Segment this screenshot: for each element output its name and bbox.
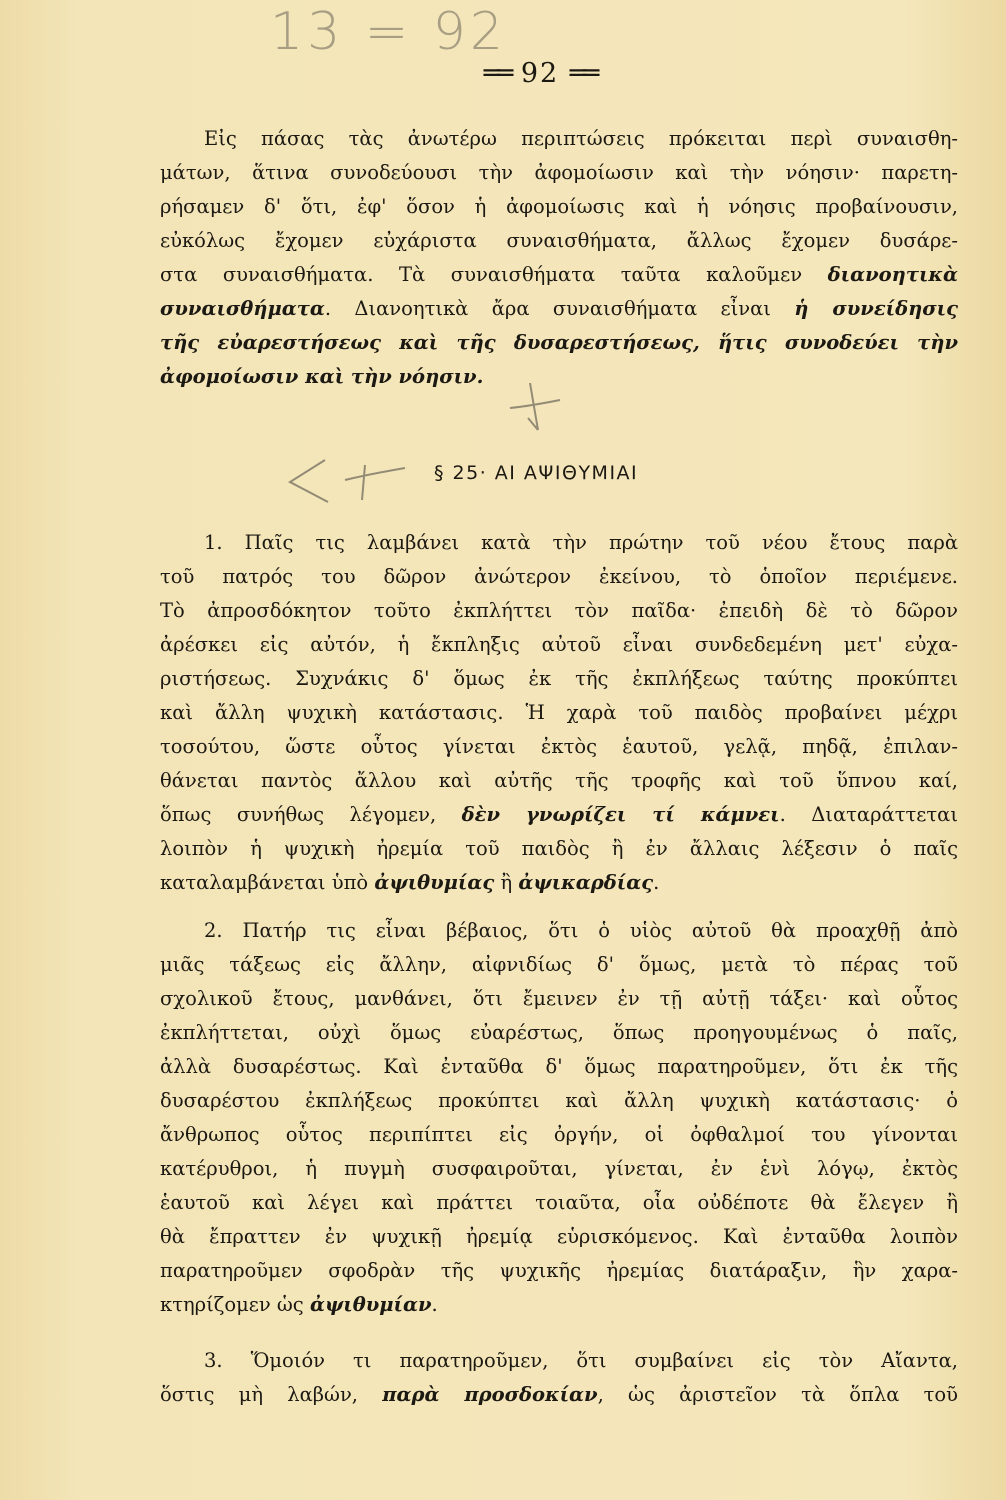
- text-line: τοῦ πατρός του δῶρον ἀνώτερον ἐκείνου, τὸ ὁποῖον περιέμενε.: [160, 565, 958, 588]
- emphasis-term: παρὰ προσδοκίαν: [382, 1383, 598, 1406]
- text-line: κατέρυθροι, ἡ πυγμὴ συσφαιροῦται, γίνεται, ἐν ἑνὶ λόγῳ, ἐκτὸς: [160, 1157, 958, 1180]
- text-line: μάτων, ἅτινα συνοδεύουσι τὴν ἀφομοίωσιν καὶ τὴν νόησιν· παρετη-: [160, 161, 958, 184]
- paragraph-example-3: [160, 1344, 958, 1412]
- text-line: [160, 292, 958, 326]
- text-line: [160, 1378, 958, 1412]
- text-line: ἀρέσκει εἰς αὐτόν, ἡ ἔκπληξις αὐτοῦ εἶναι συνδεδεμένη μετ' εὐχα-: [160, 633, 958, 656]
- text-line: ρήσαμεν δ' ὅτι, ἐφ' ὅσον ἡ ἀφομοίωσις καὶ ἡ νόησις προβαίνουσιν,: [160, 195, 958, 218]
- text-line: [160, 1288, 958, 1322]
- text-line: μιᾶς τάξεως εἰς ἄλλην, αἰφνιδίως δ' ὅμως, μετὰ τὸ πέρας τοῦ: [160, 953, 958, 976]
- emphasis-term: διανοητικὰ: [827, 263, 958, 286]
- page-number: ══ 92 ══: [483, 58, 597, 89]
- paragraph-example-1: [160, 526, 958, 900]
- text-run: ὅστις μὴ λαβών,: [160, 1383, 383, 1406]
- text-line: ἑαυτοῦ καὶ λέγει καὶ πράττει τοιαῦτα, οἷα οὐδέποτε θὰ ἔλεγεν ἢ: [160, 1191, 958, 1214]
- text-run: . Διαταράττεται: [779, 803, 958, 826]
- text-line: εὐκόλως ἔχομεν εὐχάριστα συναισθήματα, ἄλλως ἔχομεν δυσάρε-: [160, 229, 958, 252]
- text-line: θάνεται παντὸς ἄλλου καὶ αὐτῆς τῆς τροφῆς καὶ τοῦ ὕπνου καί,: [160, 769, 958, 792]
- text-run: ἢ: [494, 871, 519, 894]
- emphasis-term: ἀψιθυμίαν: [309, 1293, 432, 1316]
- text-run: στα συναισθήματα. Τὰ συναισθήματα ταῦτα καλοῦμεν: [160, 263, 828, 286]
- text-line: [160, 258, 958, 292]
- text-line: θὰ ἔπραττεν ἐν ψυχικῇ ἠρεμίᾳ εὑρισκόμενος. Καὶ ἐνταῦθα λοιπὸν: [160, 1225, 958, 1248]
- text-run: . Διανοητικὰ ἄρα συναισθήματα εἶναι: [324, 297, 795, 320]
- emphasis-term: ἀψιθυμίας: [374, 871, 495, 894]
- text-line: καὶ ἄλλη ψυχικὴ κατάστασις. Ἡ χαρὰ τοῦ παιδὸς προβαίνει μέχρι: [160, 701, 958, 724]
- pencil-annotation: 13 = 92: [270, 2, 507, 62]
- pencil-mark-icon: [500, 378, 570, 438]
- text-line: [160, 866, 958, 900]
- emphasis-line: ἀφομοίωσιν καὶ τὴν νόησιν.: [160, 365, 484, 388]
- section-heading: § 25· ΑΙ ΑΨΙΘΥΜΙΑΙ: [434, 462, 639, 484]
- text-line: ἐκπλήττεται, οὐχὶ ὅμως εὐαρέστως, ὅπως προηγουμένως ὁ παῖς,: [160, 1021, 958, 1044]
- text-line: 2. Πατήρ τις εἶναι βέβαιος, ὅτι ὁ υἱὸς αὐτοῦ θὰ προαχθῇ ἀπὸ: [204, 919, 958, 942]
- emphasis-line: τῆς εὐαρεστήσεως καὶ τῆς δυσαρεστήσεως, ἥτις συνοδεύει τὴν: [160, 331, 958, 354]
- pencil-mark-icon: [280, 450, 420, 510]
- emphasis-term: ἡ συνείδησις: [794, 297, 958, 320]
- text-line: δυσαρέστου ἐκπλήξεως προκύπτει καὶ ἄλλη ψυχικὴ κατάστασις· ὁ: [160, 1089, 958, 1112]
- emphasis-term: δὲν γνωρίζει τί κάμνει: [461, 803, 780, 826]
- text-line: ριστήσεως. Συχνάκις δ' ὅμως ἐκ τῆς ἐκπλήξεως ταύτης προκύπτει: [160, 667, 958, 690]
- text-line: [160, 798, 958, 832]
- text-line: 3. Ὅμοιόν τι παρατηροῦμεν, ὅτι συμβαίνει εἰς τὸν Αἴαντα,: [204, 1349, 958, 1372]
- text-line: ἄνθρωπος οὗτος περιπίπτει εἰς ὀργήν, οἱ ὀφθαλμοί του γίνονται: [160, 1123, 958, 1146]
- text-line: ἀλλὰ δυσαρέστως. Καὶ ἐνταῦθα δ' ὅμως παρατηροῦμεν, ὅτι ἐκ τῆς: [160, 1055, 958, 1078]
- text-line: Εἰς πάσας τὰς ἀνωτέρω περιπτώσεις πρόκειται περὶ συναισθη-: [204, 127, 958, 150]
- paragraph-example-2: [160, 914, 958, 1322]
- text-line: 1. Παῖς τις λαμβάνει κατὰ τὴν πρώτην τοῦ νέου ἔτους παρὰ: [204, 531, 958, 554]
- text-run: κτηρίζομεν ὡς: [160, 1293, 310, 1316]
- text-line: τοσούτου, ὥστε οὗτος γίνεται ἐκτὸς ἑαυτοῦ, γελᾷ, πηδᾷ, ἐπιλαν-: [160, 735, 958, 758]
- text-line: παρατηροῦμεν σφοδρὰν τῆς ψυχικῆς ἠρεμίας διατάραξιν, ἣν χαρα-: [160, 1259, 958, 1282]
- text-run: καταλαμβάνεται ὑπὸ: [160, 871, 375, 894]
- emphasis-term: συναισθήματα: [160, 297, 325, 320]
- paragraph-intellectual-feelings: [160, 122, 958, 394]
- text-line: σχολικοῦ ἔτους, μανθάνει, ὅτι ἔμεινεν ἐν τῇ αὐτῇ τάξει· καὶ οὗτος: [160, 987, 958, 1010]
- text-run: ὅπως συνήθως λέγομεν,: [160, 803, 462, 826]
- text-run: .: [431, 1293, 438, 1316]
- page-number-value: 92: [520, 58, 560, 89]
- text-line: Τὸ ἀπροσδόκητον τοῦτο ἐκπλήττει τὸν παῖδα· ἐπειδὴ δὲ τὸ δῶρον: [160, 599, 958, 622]
- text-line: λοιπὸν ἡ ψυχικὴ ἠρεμία τοῦ παιδὸς ἢ ἐν ἄλλαις λέξεσιν ὁ παῖς: [160, 837, 958, 860]
- text-run: .: [653, 871, 660, 894]
- emphasis-term: ἀψικαρδίας: [518, 871, 654, 894]
- text-run: , ὡς ἀριστεῖον τὰ ὅπλα τοῦ: [597, 1383, 958, 1406]
